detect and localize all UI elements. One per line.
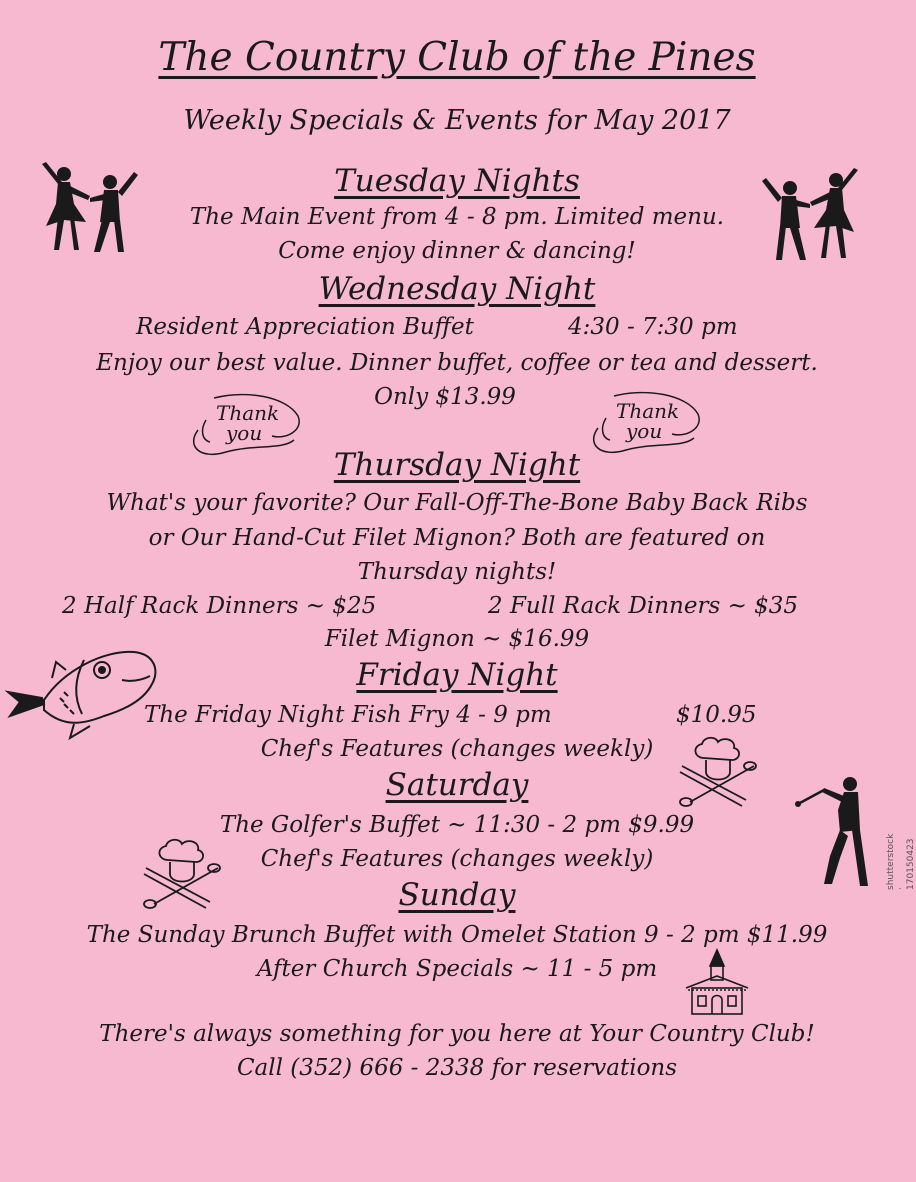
golfer-icon (794, 774, 874, 890)
side-print (886, 780, 916, 890)
thursday-filet: Filet Mignon ~ $16.99 (324, 626, 590, 652)
sunday-heading: Sunday (398, 877, 516, 913)
wednesday-heading: Wednesday Night (318, 271, 596, 307)
thursday-half-rack: 2 Half Rack Dinners ~ $25 (62, 593, 377, 619)
thursday-line-3: Thursday nights! (357, 559, 557, 585)
page-title: The Country Club of the Pines (158, 35, 756, 80)
page-subtitle: Weekly Specials & Events for May 2017 (183, 105, 731, 136)
tuesday-line-2: Come enjoy dinner & dancing! (278, 238, 636, 264)
wednesday-time: 4:30 - 7:30 pm (568, 314, 738, 340)
friday-fish-fry: The Friday Night Fish Fry 4 - 9 pm (144, 702, 552, 728)
thursday-full-rack: 2 Full Rack Dinners ~ $35 (488, 593, 799, 619)
tuesday-heading: Tuesday Nights (334, 163, 580, 199)
chef-hat-utensils-icon (676, 736, 760, 810)
thursday-line-1: What's your favorite? Our Fall-Off-The-Bone Baby Back Ribs (106, 490, 808, 516)
thursday-heading: Thursday Night (333, 447, 581, 483)
church-icon (682, 948, 752, 1018)
tuesday-line-1: The Main Event from 4 - 8 pm. Limited menu. (189, 204, 725, 230)
thank-you-text-2: you (626, 419, 663, 443)
saturday-features: Chef's Features (changes weekly) (260, 846, 654, 872)
thank-you-text-2: you (226, 421, 263, 445)
friday-features: Chef's Features (changes weekly) (260, 736, 654, 762)
chef-hat-utensils-icon (140, 838, 224, 914)
saturday-heading: Saturday (385, 767, 529, 803)
sunday-church: After Church Specials ~ 11 - 5 pm (256, 956, 658, 982)
saturday-golfer: The Golfer's Buffet ~ 11:30 - 2 pm $9.99 (219, 812, 695, 838)
friday-heading: Friday Night (356, 657, 558, 693)
thursday-line-2: or Our Hand-Cut Filet Mignon? Both are featured on (148, 525, 766, 551)
sunday-brunch: The Sunday Brunch Buffet with Omelet Station 9 - 2 pm $11.99 (86, 922, 828, 948)
thank-you-script-icon (186, 390, 306, 462)
side-print-text: shutterstock · 170150423 (886, 833, 916, 890)
wednesday-price: Only $13.99 (374, 384, 516, 410)
wednesday-buffet: Resident Appreciation Buffet (136, 314, 474, 340)
dancing-couple-icon (754, 166, 866, 264)
friday-price: $10.95 (676, 702, 757, 728)
fish-icon (4, 640, 164, 744)
footer-line-2: Call (352) 666 - 2338 for reservations (236, 1055, 678, 1081)
thank-you-script-icon (586, 388, 706, 460)
dancing-couple-icon (34, 160, 146, 256)
footer-line-1: There's always something for you here at Your Country Club! (99, 1021, 815, 1047)
thank-you-text-1: Thank (216, 401, 280, 425)
thank-you-text-1: Thank (616, 399, 680, 423)
wednesday-line-2: Enjoy our best value. Dinner buffet, coffee or tea and dessert. (96, 350, 818, 376)
